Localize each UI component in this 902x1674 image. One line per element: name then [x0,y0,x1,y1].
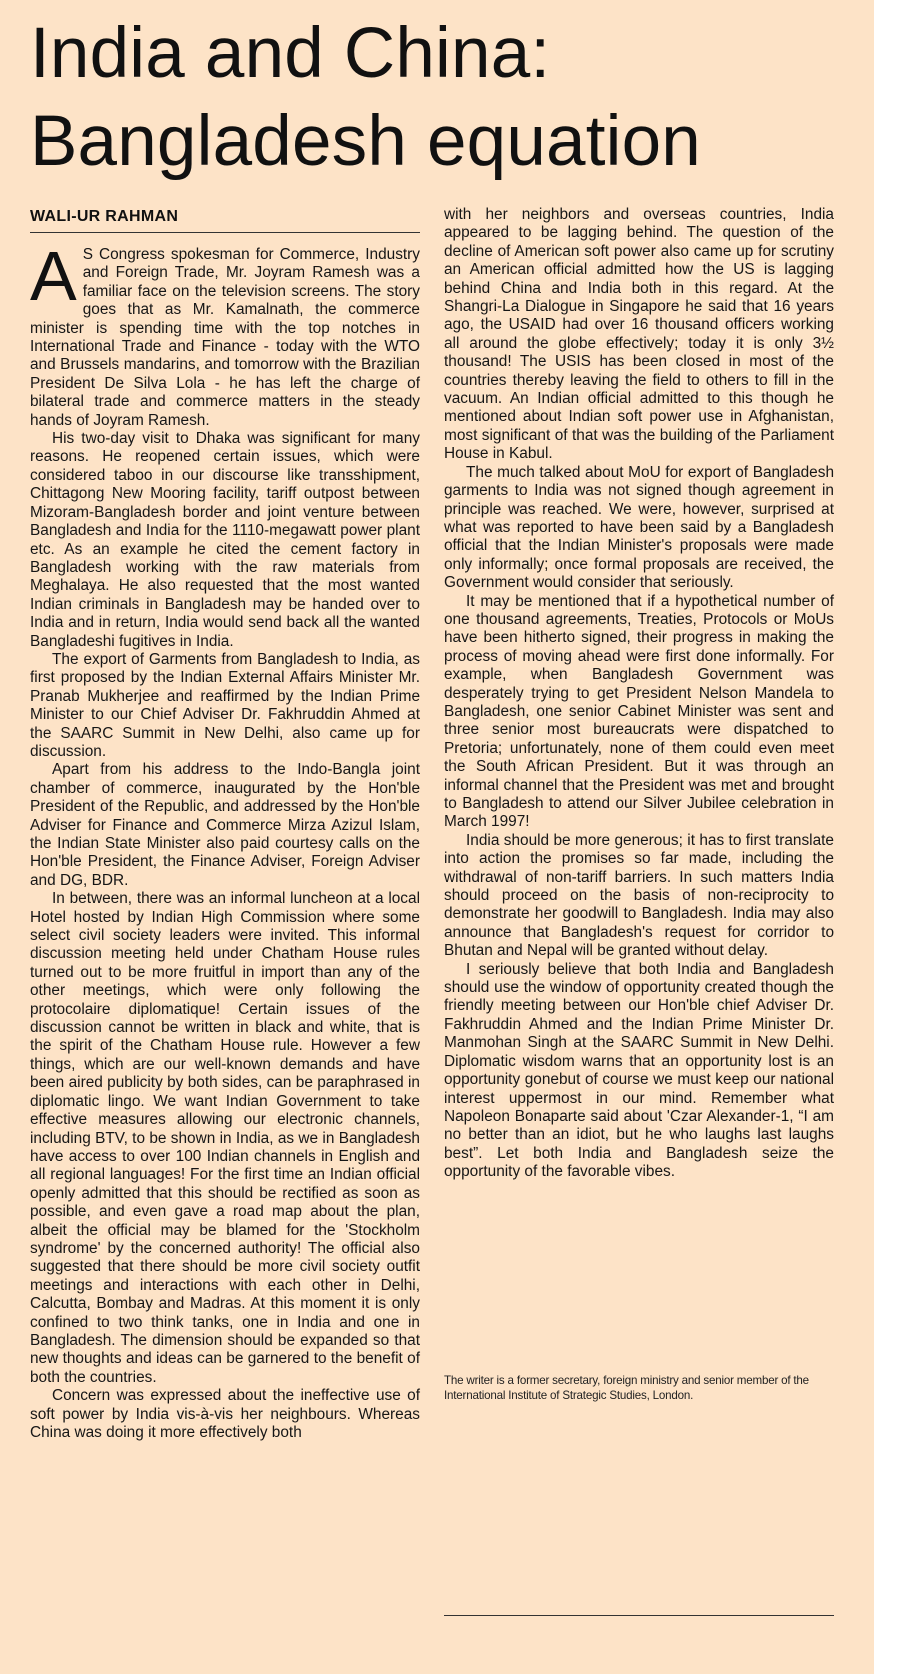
article-paragraph: India should be more generous; it has to first translate into action the promises so far made, including the withdrawal of non-tariff barriers. In such matters India should proceed on the basis of non-reciprocity to demonstrate her goodwill to Bangladesh. India may also announce that Bangladesh's request for corridor to Bhutan and Nepal will be granted without delay. [444,831,834,960]
article-column-right [444,206,834,1182]
article-paragraph: Concern was expressed about the ineffective use of soft power by India vis-à-vis her neighbours. Whereas China was doing it more effectively both [30,1387,420,1441]
author-footnote: The writer is a former secretary, foreign ministry and senior member of the International Institute of Strategic Studies, London. [444,1374,809,1402]
article-paragraph: The export of Garments from Bangladesh to India, as first proposed by the Indian External Affairs Minister Mr. Pranab Mukherjee and reaffirmed by the Indian Prime Minister to our Chief Adviser Dr. Fakhruddin Ahmed at the SAARC Summit in New Delhi, also came up for discussion. [30,650,420,760]
article-end-divider [444,1615,834,1616]
byline: WALI-UR RAHMAN [30,208,179,225]
article-paragraph: In between, there was an informal luncheon at a local Hotel hosted by Indian High Commission where some select civil society leaders were invited. This informal discussion meeting held under Chatham House rules turned out to be more fruitful in import than any of the other meetings, which were only following the protocolaire diplomatique! Certain issues of the discussion cannot be written in black and white, that is the spirit of the Chatham House rule. However a few things, which are our well-known demands and have been aired publicity by both sides, can be paraphrased in diplomatic lingo. We want Indian Government to take effective measures allowing our electronic channels, including BTV, to be shown in India, as we in Bangladesh have access to over 100 Indian channels in English and all regional languages! For the first time an Indian official openly admitted that this should be rectified as soon as possible, and even gave a road map about the plan, albeit the official may be blamed for the 'Stockholm syndrome' by the concerned authority! The official also suggested that there should be more civil society outfit meetings and interactions with each other in Delhi, Calcutta, Bombay and Madras. At this moment it is only confined to two think tanks, one in India and one in Bangladesh. The dimension should be expanded so that new thoughts and ideas can be garnered to the benefit of both the countries. [30,890,420,1386]
headline-line-2: Bangladesh equation [30,102,701,181]
drop-cap: A [30,237,77,315]
article-paragraph: His two-day visit to Dhaka was significant for many reasons. He reopened certain issues, which were considered taboo in our discourse like transshipment, Chittagong New Mooring facility, tariff outpost between Mizoram-Bangladesh border and joint venture between Bangladesh and India for the 1110-megawatt power plant etc. As an example he cited the cement factory in Bangladesh working with the raw materials from Meghalaya. He also requested that the most wanted Indian criminals in Bangladesh may be handed over to India and in return, India would send back all the wanted Bangladeshi fugitives in India. [30,430,420,650]
paragraph-text: S Congress spokesman for Commerce, Industry and Foreign Trade, Mr. Joyram Ramesh was a familiar face on the television screens. The story goes that as Mr. Kamalnath, the commerce minister is spending time with the top notches in International Trade and Finance - today with the WTO and Brussels mandarins, and tomorrow with the Brazilian President De Silva Lola - he has left the charge of bilateral trade and commerce matters in the steady hands of Joyram Ramesh. [30,246,420,429]
article-paragraph: with her neighbors and overseas countries, India appeared to be lagging behind. The question of the decline of American soft power also came up for scrutiny an American official admitted how the US is lagging behind China and India both in this regard. At the Shangri-La Dialogue in Singapore he said that 16 years ago, the USAID had over 16 thousand officers working all around the globe effectively; today it is only 3½ thousand! The USIS has been closed in most of the countries thereby leaving the field to others to fill in the vacuum. An Indian official admitted to this though he mentioned about Indian soft power use in Afghanistan, most significant of that was the building of the Parliament House in Kabul. [444,206,834,463]
article-paragraph: It may be mentioned that if a hypothetical number of one thousand agreements, Treaties, Protocols or MoUs have been hitherto signed, their progress in making the process of moving ahead were first done informally. For example, when Bangladesh Government was desperately trying to get President Nelson Mandela to Bangladesh, one senior Cabinet Minister was sent and three senior most bureaucrats were dispatched to Pretoria; unfortunately, none of them could even meet the South African President. But it was through an informal channel that the President was met and brought to Bangladesh to attend our Silver Jubilee celebration in March 1997! [444,592,834,831]
article-paragraph: Apart from his address to the Indo-Bangla joint chamber of commerce, inaugurated by the Hon'ble President of the Republic, and addressed by the Hon'ble Adviser for Finance and Commerce Mirza Azizul Islam, the Indian State Minister also paid courtesy calls on the Hon'ble President, the Finance Adviser, Foreign Adviser and DG, BDR. [30,761,420,889]
article-paragraph [30,237,420,430]
article-paragraph: I seriously believe that both India and Bangladesh should use the window of opportunity created though the friendly meeting between our Hon'ble chief Adviser Dr. Fakhruddin Ahmed and the Indian Prime Minister Dr. Manmohan Singh at the SAARC Summit in New Delhi. Diplomatic wisdom warns that an opportunity lost is an opportunity gonebut of course we must keep our national interest uppermost in our mind. Remember what Napoleon Bonaparte said about 'Czar Alexander-1, “I am no better than an idiot, but he who laughs last laughs best”. Let both India and Bangladesh seize the opportunity of the favorable vibes. [444,960,834,1181]
article-column-left [30,237,420,1442]
headline-line-1: India and China: [30,14,551,93]
article-paragraph: The much talked about MoU for export of Bangladesh garments to India was not signed though agreement in principle was reached. We were, however, surprised at what was reported to have been said by a Bangladesh official that the Indian Minister's proposals were made only informally; once formal proposals are received, the Government would consider that seriously. [444,463,834,592]
byline-divider [30,232,420,233]
